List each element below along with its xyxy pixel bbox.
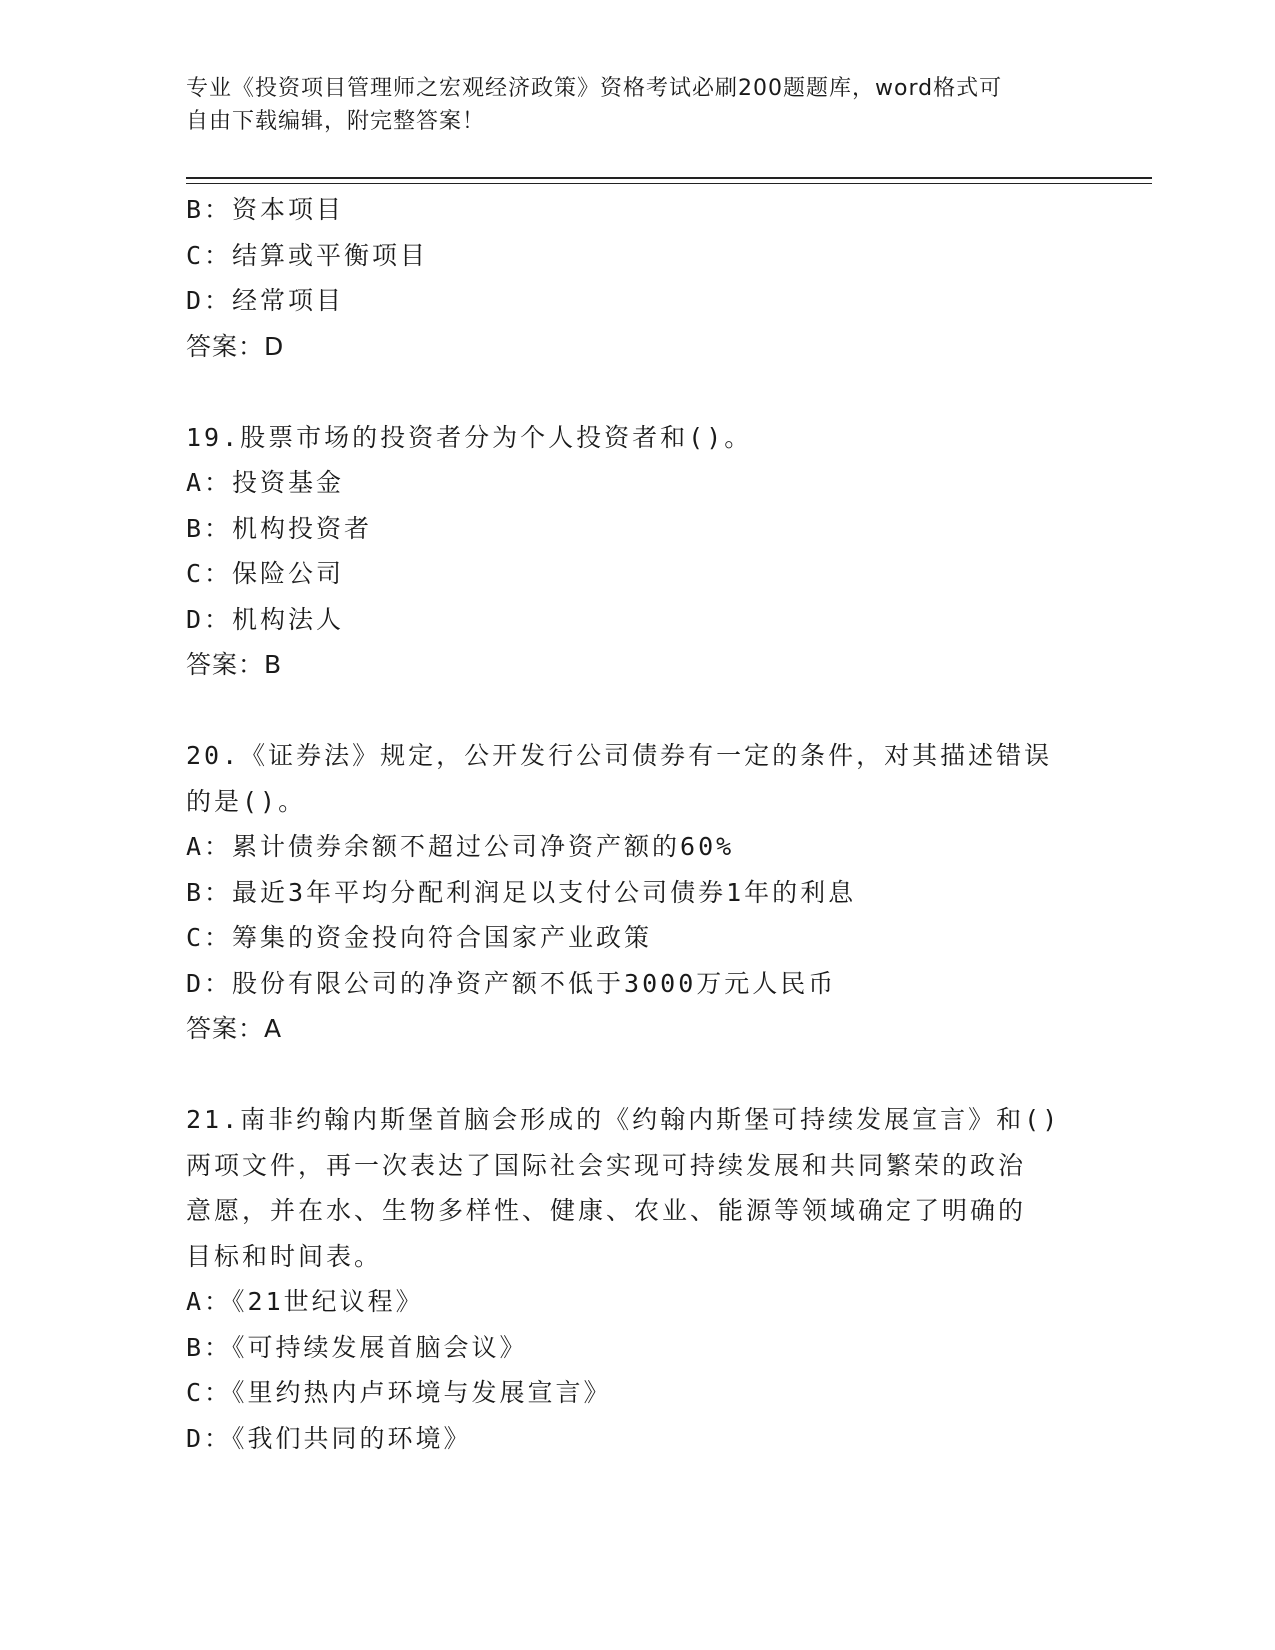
option-b: B：机构投资者 xyxy=(186,513,373,543)
question-content xyxy=(186,187,1076,1461)
option-a: A：投资基金 xyxy=(186,468,345,497)
header-divider-thin xyxy=(186,183,1152,184)
option-b: B：《可持续发展首脑会议》 xyxy=(186,1332,528,1362)
header-divider-thick xyxy=(186,177,1152,179)
question-19-block xyxy=(186,415,1076,688)
spacer xyxy=(186,688,1076,734)
option-d: D：机构法人 xyxy=(186,604,345,634)
question-stem-line-2: 的是()。 xyxy=(186,786,307,816)
option-d: D：股份有限公司的净资产额不低于3000万元人民币 xyxy=(186,968,837,998)
question-20-block xyxy=(186,733,1076,1052)
question-stem-line-3: 意愿，并在水、生物多样性、健康、农业、能源等领域确定了明确的 xyxy=(186,1196,1027,1225)
header-title-line-2: 自由下载编辑，附完整答案！ xyxy=(186,109,486,134)
option-b: B：资本项目 xyxy=(186,195,345,224)
option-c: C：结算或平衡项目 xyxy=(186,240,429,270)
header-title-line-1: 专业《投资项目管理师之宏观经济政策》资格考试必刷200题题库，word格式可 xyxy=(186,76,1003,101)
spacer xyxy=(186,369,1076,415)
question-stem-line-2: 两项文件，再一次表达了国际社会实现可持续发展和共同繁荣的政治 xyxy=(186,1150,1027,1180)
question-stem-line-1: 20.《证券法》规定，公开发行公司债券有一定的条件，对其描述错误 xyxy=(186,741,1053,770)
question-21-block xyxy=(186,1097,1076,1461)
option-d: D：《我们共同的环境》 xyxy=(186,1423,472,1453)
option-c: C：保险公司 xyxy=(186,559,345,588)
option-c: C：《里约热内卢环境与发展宣言》 xyxy=(186,1378,612,1407)
spacer xyxy=(186,1052,1076,1098)
question-stem-line-1: 21.南非约翰内斯堡首脑会形成的《约翰内斯堡可持续发展宣言》和() xyxy=(186,1105,1061,1134)
answer-line: 答案：B xyxy=(186,650,283,679)
question-stem: 19.股票市场的投资者分为个人投资者和()。 xyxy=(186,422,753,452)
option-a: A：累计债券余额不超过公司净资产额的60% xyxy=(186,832,735,861)
option-a: A：《21世纪议程》 xyxy=(186,1287,424,1316)
option-b: B：最近3年平均分配利润足以支付公司债券1年的利息 xyxy=(186,877,857,907)
option-d: D：经常项目 xyxy=(186,286,345,315)
answer-line: 答案：A xyxy=(186,1014,283,1043)
question-18-block xyxy=(186,187,1076,369)
question-stem-line-4: 目标和时间表。 xyxy=(186,1241,383,1271)
document-header xyxy=(186,72,1066,138)
answer-line: 答案：D xyxy=(186,331,285,361)
option-c: C：筹集的资金投向符合国家产业政策 xyxy=(186,923,653,952)
